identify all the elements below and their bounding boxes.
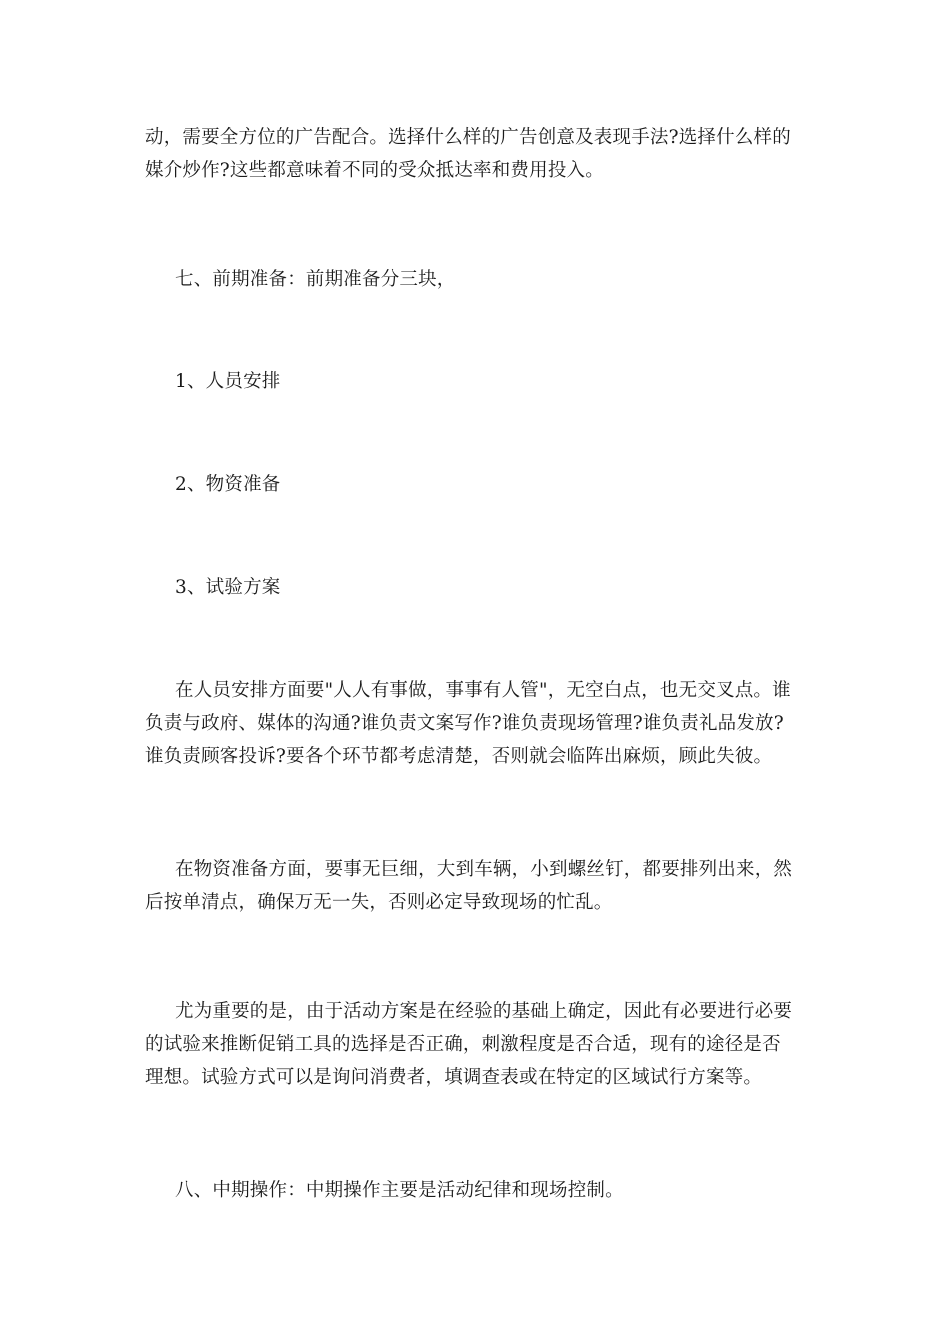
text-line: 在人员安排方面要"人人有事做，事事有人管"，无空白点，也无交叉点。谁 — [175, 680, 791, 701]
text-line: 谁负责顾客投诉?要各个环节都考虑清楚，否则就会临阵出麻烦，顾此失彼。 — [145, 746, 773, 767]
paragraph-personnel — [145, 674, 810, 773]
list-item-personnel — [145, 365, 810, 398]
section-8-heading — [145, 1174, 810, 1207]
text-line: 的试验来推断促销工具的选择是否正确，刺激程度是否合适，现有的途径是否 — [145, 1034, 781, 1055]
text-line: 1、人员安排 — [175, 371, 281, 392]
text-line: 八、中期操作：中期操作主要是活动纪律和现场控制。 — [175, 1180, 624, 1201]
section-7-heading — [145, 263, 810, 296]
paragraph-materials — [145, 853, 810, 919]
list-item-trial — [145, 571, 810, 604]
text-line: 理想。试验方式可以是询问消费者，填调查表或在特定的区域试行方案等。 — [145, 1067, 763, 1088]
paragraph-trial — [145, 995, 810, 1094]
list-item-materials — [145, 468, 810, 501]
text-line: 媒介炒作?这些都意味着不同的受众抵达率和费用投入。 — [145, 160, 604, 181]
text-line: 动，需要全方位的广告配合。选择什么样的广告创意及表现手法?选择什么样的 — [145, 127, 791, 148]
text-line: 负责与政府、媒体的沟通?谁负责文案写作?谁负责现场管理?谁负责礼品发放? — [145, 713, 784, 734]
text-line: 在物资准备方面，要事无巨细，大到车辆，小到螺丝钉，都要排列出来，然 — [175, 859, 793, 880]
text-line: 七、前期准备：前期准备分三块， — [175, 269, 456, 290]
text-line: 2、物资准备 — [175, 474, 281, 495]
paragraph-intro-continued — [145, 121, 810, 187]
text-line: 3、试验方案 — [175, 577, 281, 598]
text-line: 后按单清点，确保万无一失，否则必定导致现场的忙乱。 — [145, 892, 613, 913]
text-line: 尤为重要的是，由于活动方案是在经验的基础上确定，因此有必要进行必要 — [175, 1001, 793, 1022]
